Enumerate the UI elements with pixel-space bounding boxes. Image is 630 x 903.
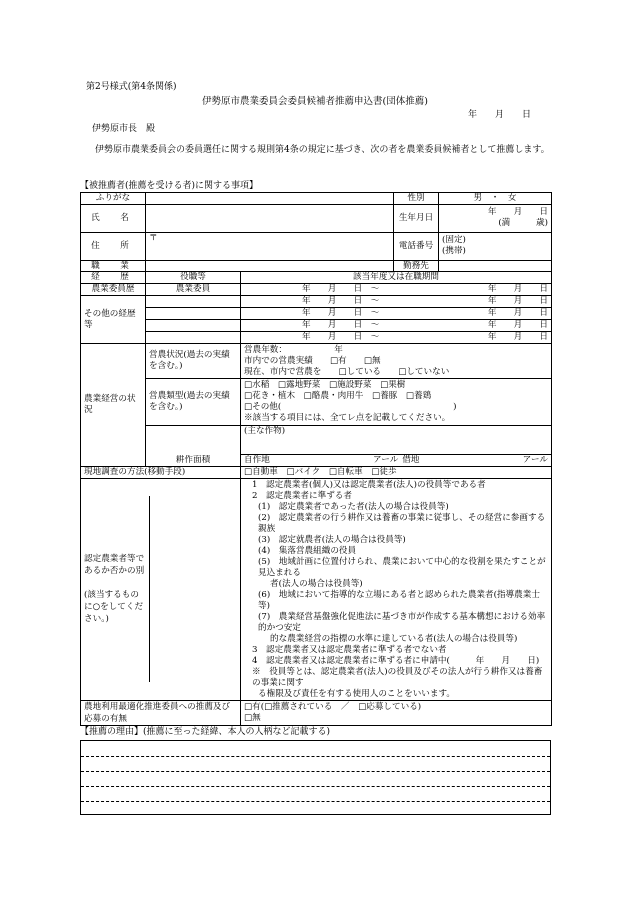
reason-line-4 — [81, 801, 550, 802]
certified-item-2-2: (2) 認定農業者の行う耕作又は養畜の事業に従事し、その経営に参画する親族 — [258, 512, 546, 534]
period-from: 年 月 日 ～ — [302, 308, 380, 319]
period-from: 年 月 日 ～ — [302, 284, 380, 295]
document-title: 伊勢原市農業委員会委員候補者推薦申込書(団体推薦) — [202, 96, 428, 107]
certified-item-3: 3 認定農業者又は認定農業者に準ずる者でない者 — [252, 644, 447, 655]
certified-item-2-7: (7) 農業経営基盤強化促進法に基づき市が作成する基本構想における効率的かつ安定 — [258, 611, 546, 633]
farm-type-label: 営農類型(過去の実績を含む。) — [146, 379, 241, 426]
certified-items[interactable] — [241, 478, 552, 700]
birth-field[interactable] — [439, 204, 552, 232]
reason-line-1 — [81, 756, 550, 757]
reason-line-2 — [81, 771, 550, 772]
farm-current: 現在、市内で営農を □している □していない — [244, 366, 450, 377]
certified-item-2-1: (1) 認定農業者であった者(法人の場合は役員等) — [258, 501, 449, 512]
own-land-unit: アール — [372, 455, 399, 466]
career-label: 経 歴 — [81, 272, 146, 284]
farm-type-field[interactable] — [241, 379, 552, 426]
crops-spacer — [146, 426, 241, 455]
workplace-field[interactable] — [439, 260, 552, 272]
farm-results: 市内での営農実績 □有 □無 — [244, 355, 381, 366]
other-career-role-4[interactable] — [146, 332, 241, 344]
certified-item-2-3: (3) 認定就農者(法人の場合は役員等) — [258, 534, 406, 545]
addressee: 伊勢原市長 殿 — [92, 124, 156, 134]
farm-type-note: ※該当する項目には、全てレ点を記載してください。 — [244, 413, 451, 424]
farm-status-field[interactable] — [241, 344, 552, 379]
period-header: 該当年度又は在職期間 — [241, 272, 552, 284]
period-to: 年 月 日 — [487, 296, 549, 307]
other-career-role-2[interactable] — [146, 308, 241, 320]
own-land-label: 自作地 — [244, 455, 270, 466]
phone-label: 電話番号 — [394, 232, 439, 260]
certified-label-cell — [81, 478, 241, 700]
name-label: 氏 名 — [81, 204, 146, 232]
certified-item-2-5: (5) 地域計画に位置付けられ、農業において中心的な役割を果たすことが見込まれる — [258, 556, 546, 578]
furigana-label: ふりがな — [81, 193, 146, 205]
period-to: 年 月 日 — [487, 284, 549, 295]
farm-type-line-1: □水稲 □露地野菜 □施設野菜 □果樹 — [244, 380, 406, 391]
form-number: 第2号様式(第4条関係) — [86, 82, 177, 92]
area-label: 耕作面積 — [146, 455, 241, 467]
address-field[interactable] — [146, 232, 394, 260]
farm-status-label: 営農状況(過去の実績を含む。) — [146, 344, 241, 379]
phone-mobile: (携帯) — [442, 246, 466, 257]
ag-committee-period[interactable] — [241, 284, 552, 296]
certified-item-2-7-cont: 的な農業経営の指標の水準に達している者(法人の場合は役員等) — [270, 633, 518, 644]
section-heading-candidate: 【被推薦者(推薦を受ける者)に関する事項】 — [80, 181, 259, 191]
job-label: 職 業 — [81, 260, 146, 272]
position-header: 役職等 — [146, 272, 241, 284]
name-field[interactable] — [146, 204, 394, 232]
certified-divider — [150, 496, 241, 682]
other-career-label: その他の経歴等 — [81, 296, 146, 344]
certified-item-2-5-cont: 者(法人の場合は役員等) — [270, 578, 363, 589]
reason-line-3 — [81, 786, 550, 787]
birth-label: 生年月日 — [394, 204, 439, 232]
ag-committee-label: 農業委員歴 — [81, 284, 146, 296]
committee-field[interactable] — [241, 700, 552, 725]
committee-yes: □有(□推薦されている ／ □応募している) — [244, 701, 422, 712]
gender-label: 性別 — [394, 193, 439, 205]
certified-note: (該当するものに○をしてください。) — [84, 590, 144, 625]
other-career-period-1[interactable] — [241, 296, 552, 308]
phone-fixed: (固定) — [442, 235, 466, 246]
other-career-role-1[interactable] — [146, 296, 241, 308]
certified-item-2-4: (4) 集落営農組織の役員 — [258, 545, 357, 556]
furigana-field[interactable] — [146, 193, 394, 205]
certified-label: 認定農業者等であるか否かの別 (該当するものに○をしてください。) — [84, 554, 145, 625]
committee-no: □無 — [244, 712, 261, 723]
committee-label: 農地利用最適化推進委員への推薦及び応募の有無 — [81, 700, 241, 725]
other-career-period-4[interactable] — [241, 332, 552, 344]
other-career-period-2[interactable] — [241, 308, 552, 320]
phone-field[interactable] — [439, 232, 552, 260]
crops-label: (主な作物) — [244, 426, 286, 437]
other-career-role-3[interactable] — [146, 320, 241, 332]
address-label: 住 所 — [81, 232, 146, 260]
certified-item-4: 4 認定農業者又は認定農業者に準ずる者に申請中( 年 月 日) — [252, 655, 540, 666]
certified-note-officers-cont: る権限及び責任を有する使用人のことをいいます。 — [258, 688, 455, 699]
period-to: 年 月 日 — [487, 320, 549, 331]
age-value: (満 歳) — [498, 218, 549, 229]
gender-field[interactable]: 男 ・ 女 — [439, 193, 552, 205]
farm-mgmt-label: 農業経営の状況 — [81, 344, 146, 467]
period-to: 年 月 日 — [487, 308, 549, 319]
survey-options[interactable]: □自動車 □バイク □自転車 □徒歩 — [241, 466, 552, 478]
farm-type-line-2: □花き・植木 □酪農・肉用牛 □養豚 □養鶏 — [244, 391, 432, 402]
section-heading-reason: 【推薦の理由】(推薦に至った経緯、本人の人柄など記載する) — [80, 727, 331, 737]
postal-mark: 〒 — [149, 232, 158, 243]
application-date: 年 月 日 — [468, 110, 532, 120]
area-field[interactable] — [241, 455, 552, 467]
certified-item-2-6: (6) 地域において指導的な立場にある者と認められた農業者(指導農業士等) — [258, 589, 540, 611]
candidate-table — [80, 192, 552, 726]
certified-item-2: 2 認定農業者に準ずる者 — [252, 490, 352, 501]
ag-committee-role: 農業委員 — [146, 284, 241, 296]
period-to: 年 月 日 — [487, 332, 549, 343]
leased-land-unit: アール — [522, 455, 548, 466]
certified-note-officers: ※ 役員等とは、認定農業者(法人)の役員及びその法人が行う耕作又は養畜の事業に関す — [252, 666, 543, 688]
farm-years: 営農年数： 年 — [244, 344, 343, 355]
period-from: 年 月 日 ～ — [302, 320, 380, 331]
other-career-period-3[interactable] — [241, 320, 552, 332]
workplace-label: 勤務先 — [394, 260, 439, 272]
crops-field[interactable] — [241, 426, 552, 455]
survey-label: 現地調査の方法(移動手段) — [81, 466, 241, 478]
intro-text: 伊勢原市農業委員会の委員選任に関する規則第4条の規定に基づき、次の者を農業委員候補者として推薦します。 — [95, 145, 550, 155]
farm-type-line-3: □その他( ) — [244, 402, 457, 413]
reason-box[interactable] — [80, 740, 551, 815]
period-from: 年 月 日 ～ — [302, 332, 380, 343]
leased-land-label: 借地 — [402, 455, 420, 466]
period-from: 年 月 日 ～ — [302, 296, 380, 307]
job-field[interactable] — [146, 260, 394, 272]
certified-item-1: 1 認定農業者(個人)又は認定農業者(法人)の役員等である者 — [252, 479, 486, 490]
birth-date-value: 年 月 日 — [487, 207, 549, 218]
